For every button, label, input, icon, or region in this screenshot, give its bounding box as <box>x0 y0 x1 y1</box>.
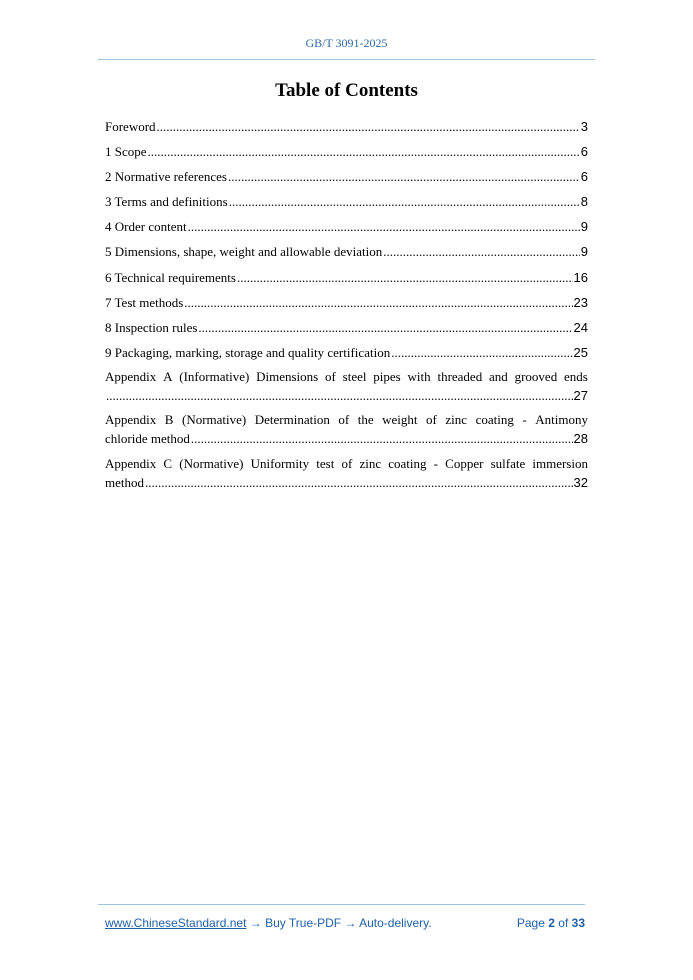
toc-word: Dimensions <box>256 368 319 384</box>
toc-entry-label: 2 Normative references <box>105 169 227 185</box>
toc-entry[interactable] <box>105 217 588 237</box>
toc-entry-page: 9 <box>580 244 588 260</box>
site-link[interactable]: www.ChineseStandard.net <box>105 916 247 930</box>
toc-entry-appendix-b[interactable] <box>105 411 588 449</box>
dot-leader <box>106 386 573 406</box>
dot-leader <box>237 268 573 288</box>
toc-word: Appendix <box>105 412 157 428</box>
toc-word: Antimony <box>535 412 588 428</box>
toc-word: Uniformity <box>250 455 310 471</box>
dot-leader <box>184 293 572 313</box>
toc-word: sulfate <box>490 455 526 471</box>
toc-entry-label-cont: method <box>105 474 144 490</box>
dot-leader <box>191 429 573 449</box>
toc-entry-page: 6 <box>580 144 588 160</box>
toc-word: - <box>522 412 527 428</box>
page-total: 33 <box>571 916 585 930</box>
toc-word: weight <box>382 412 418 428</box>
toc-entry-appendix-c[interactable] <box>105 455 588 493</box>
toc-word: zinc <box>445 412 468 428</box>
toc-entry-label: 3 Terms and definitions <box>105 194 228 210</box>
toc-word: (Normative) <box>179 455 244 471</box>
dot-leader <box>157 117 580 137</box>
page-current: 2 <box>548 916 555 930</box>
toc-word: (Informative) <box>179 368 250 384</box>
toc-word: with <box>407 368 431 384</box>
toc-entry-label: 7 Test methods <box>105 294 184 310</box>
toc-word: Appendix <box>105 368 157 384</box>
page-title: Table of Contents <box>275 80 418 101</box>
toc-word: immersion <box>532 455 588 471</box>
toc-entry-page: 3 <box>580 119 588 134</box>
toc-entry[interactable] <box>105 343 588 363</box>
toc-entry-label: 4 Order content <box>105 219 187 235</box>
dot-leader <box>229 192 580 212</box>
toc-entry[interactable] <box>105 167 588 187</box>
page-footer <box>105 916 585 930</box>
toc-entry[interactable] <box>105 117 588 137</box>
dot-leader <box>145 473 573 493</box>
toc-word: zinc <box>359 455 382 471</box>
toc-word: of <box>325 368 336 384</box>
toc-entry-page: 8 <box>580 194 588 210</box>
toc-word: A <box>163 368 173 384</box>
toc-word: coating <box>388 455 427 471</box>
toc-word: of <box>341 455 353 471</box>
toc-entry[interactable] <box>105 268 588 288</box>
toc-word: steel <box>342 368 367 384</box>
page-prefix: Page <box>516 916 545 930</box>
page-indicator <box>517 916 585 930</box>
toc-entry-label: 9 Packaging, marking, storage and quality certification <box>105 344 391 360</box>
header-divider <box>98 59 595 60</box>
toc-word: Appendix <box>105 455 157 471</box>
dot-leader <box>148 142 580 162</box>
dot-leader <box>198 318 572 338</box>
toc-entry-page: 28 <box>573 431 588 447</box>
toc-word: - <box>433 455 439 471</box>
toc-entry-label <box>105 455 588 473</box>
footer-promo <box>105 916 432 930</box>
toc-word: of <box>426 412 437 428</box>
toc-entry-label: 6 Technical requirements <box>105 269 236 285</box>
toc-word: of <box>338 412 350 428</box>
toc-word: C <box>163 455 173 471</box>
toc-word: B <box>164 412 174 428</box>
toc-entry-appendix-a[interactable] <box>105 368 588 406</box>
toc-word: and <box>489 368 508 384</box>
toc-entry-page: 23 <box>573 294 588 310</box>
toc-entry-label <box>105 411 588 429</box>
document-code: GB/T 3091-2025 <box>305 36 388 50</box>
toc-entry[interactable] <box>105 192 588 212</box>
toc-word: test <box>316 455 335 471</box>
toc-entry-label-cont: chloride method <box>105 431 190 447</box>
toc-word: pipes <box>373 368 401 384</box>
toc-entry-page: 6 <box>580 169 588 185</box>
toc-entry[interactable] <box>105 293 588 313</box>
toc-entry-label: 8 Inspection rules <box>105 319 198 335</box>
toc-word: ends <box>564 368 588 384</box>
toc-entry-page: 32 <box>573 474 588 490</box>
toc-entry-label: Foreword <box>105 119 156 134</box>
toc-word: Determination <box>254 412 330 428</box>
toc-word: Copper <box>445 455 484 471</box>
toc-entry-page: 9 <box>580 219 588 235</box>
dot-leader <box>188 217 580 237</box>
dot-leader <box>383 242 579 262</box>
toc-entry-page: 25 <box>573 344 588 360</box>
toc-word: grooved <box>514 368 558 384</box>
toc-entry-label: 1 Scope <box>105 144 147 160</box>
toc-word: the <box>357 412 374 428</box>
footer-divider <box>98 904 585 905</box>
toc-entry[interactable] <box>105 142 588 162</box>
promo-text: → Buy True-PDF → Auto-delivery. <box>246 916 432 930</box>
toc-entry[interactable] <box>105 242 588 262</box>
toc-entry-page: 27 <box>573 387 588 403</box>
toc-entry[interactable] <box>105 318 588 338</box>
dot-leader <box>228 167 580 187</box>
toc-entry-label: 5 Dimensions, shape, weight and allowable deviation <box>105 244 383 260</box>
toc-entry-label <box>105 368 588 386</box>
table-of-contents <box>105 117 588 498</box>
dot-leader <box>391 343 572 363</box>
toc-word: (Normative) <box>181 412 247 428</box>
toc-word: coating <box>475 412 514 428</box>
toc-entry-page: 16 <box>573 269 588 285</box>
toc-word: threaded <box>437 368 483 384</box>
page-of: of <box>558 916 569 930</box>
toc-entry-page: 24 <box>573 319 588 335</box>
